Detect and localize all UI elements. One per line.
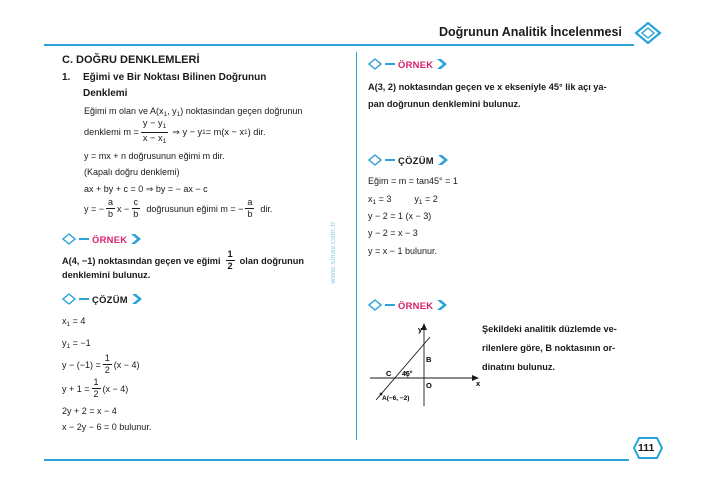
half-fraction <box>103 354 112 375</box>
sol-line-5: 2y + 2 = x − 4 <box>62 406 117 416</box>
sub-1: 1 <box>176 111 181 118</box>
diamond-icon <box>62 233 76 245</box>
eq-a: a <box>108 197 114 207</box>
sol-y1 <box>62 338 91 350</box>
sub-title-2: Denklemi <box>83 88 128 99</box>
half-num: 1 <box>226 250 235 261</box>
half-den: 2 <box>104 365 110 375</box>
q2-line-1: Şekildeki analitik düzlemde ve- <box>482 324 617 334</box>
ornek-label: ÖRNEK <box>398 299 434 311</box>
intro-text-3: ) noktasından geçen doğrunun <box>180 106 303 116</box>
header-title: Doğrunun Analitik İncelenmesi <box>439 25 622 39</box>
diamond-icon <box>368 299 382 311</box>
half-fraction <box>92 378 101 399</box>
fig-x-label: x <box>476 379 481 388</box>
eq-dir: dir. <box>260 203 273 214</box>
sol2-line-2 <box>368 194 438 206</box>
column-divider <box>356 52 357 440</box>
sub-1: 1 <box>66 321 71 328</box>
graph-line <box>376 337 430 400</box>
slope-suffix-a: ⇒ y − y <box>172 126 203 137</box>
ornek-label: ÖRNEK <box>92 233 128 245</box>
diamond-icon <box>634 22 662 44</box>
sub-title-1: Eğimi ve Bir Noktası Bilinen Doğrunun <box>83 72 267 83</box>
s2-x1-val: = 3 <box>376 194 392 204</box>
slope-prefix: denklemi m = <box>84 127 139 137</box>
cozum-tag-right <box>368 154 449 166</box>
fig-a-label: A(−6, −2) <box>382 395 410 402</box>
fig-c-label: C <box>386 369 392 378</box>
chevron-right-icon <box>436 58 448 70</box>
q2-line-3: dinatını bulunuz. <box>482 362 555 372</box>
chevron-right-icon <box>436 299 448 311</box>
coordinate-figure <box>368 320 483 412</box>
page-number: 111 <box>638 442 655 454</box>
sol2-line-3: y − 2 = 1 (x − 3) <box>368 211 432 221</box>
slope-formula <box>84 119 266 145</box>
fig-angle-label: 45° <box>402 371 413 378</box>
sub-1: 1 <box>244 128 248 136</box>
intro-text-1: Eğimi m olan ve A(x <box>84 106 164 116</box>
chevron-right-icon <box>130 233 142 245</box>
intro-text-2: , y <box>167 106 177 116</box>
example-text-1b: olan doğrunun <box>239 255 304 266</box>
q1-line-1: A(3, 2) noktasından geçen ve x ekseniyle 45° lik açı ya- <box>368 82 607 92</box>
example-text-1a: A(4, −1) noktasından geçen ve eğimi <box>62 255 221 266</box>
q2-line-2: rilenlere göre, B noktasının or- <box>482 343 616 353</box>
sol-line-6: x − 2y − 6 = 0 bulunur. <box>62 422 152 432</box>
line-ymx: y = mx + n doğrusunun eğimi m dir. <box>84 151 225 161</box>
frac-c-b <box>131 198 140 219</box>
fig-b-label: B <box>426 355 432 364</box>
sub-num: 1. <box>62 72 71 83</box>
eq-y: y = − <box>84 203 105 214</box>
intro-line <box>84 106 302 118</box>
sub-1: 1 <box>372 199 377 206</box>
slope-fraction <box>141 119 168 145</box>
slope-den: x − x <box>142 132 163 143</box>
slope-suffix-c: ) dir. <box>247 127 266 137</box>
sol-y1-val: = −1 <box>70 338 91 348</box>
example-line-2: denklemini bulunuz. <box>62 270 151 280</box>
line-kapali: (Kapalı doğru denklemi) <box>84 167 180 177</box>
diamond-icon <box>62 293 76 305</box>
header-rule <box>44 44 634 46</box>
chevron-right-icon <box>131 293 143 305</box>
slope-suffix-b: = m(x − x <box>205 127 245 137</box>
sol2-line-4: y − 2 = x − 3 <box>368 228 418 238</box>
eq-b: b <box>247 209 253 219</box>
eq-b: b <box>108 209 114 219</box>
sol-line-4 <box>62 378 128 399</box>
sub-1: 1 <box>162 123 167 130</box>
eq-x-minus: x − <box>117 203 130 214</box>
example-line-1 <box>62 250 304 271</box>
sub-1: 1 <box>162 137 167 145</box>
eq-b: b <box>133 209 139 219</box>
tag-line <box>385 159 395 160</box>
section-title: C. DOĞRU DENKLEMLERİ <box>62 54 200 66</box>
sub-1: 1 <box>66 343 71 350</box>
ornek-tag-right-2 <box>368 299 448 311</box>
ornek-label: ÖRNEK <box>398 58 434 70</box>
fig-y-label: y <box>418 325 423 334</box>
sol-x1 <box>62 316 85 328</box>
sol-x1-var: x <box>62 316 67 326</box>
sol-l3a: y − (−1) = <box>62 359 101 370</box>
eq-c: c <box>133 197 139 207</box>
eq-slope-text: doğrusunun eğimi m = − <box>146 203 244 214</box>
diamond-icon <box>368 58 382 70</box>
fig-o-label: O <box>426 381 432 390</box>
sol2-line-1: Eğim = m = tan45° = 1 <box>368 176 458 186</box>
sol-l3b: (x − 4) <box>113 359 140 370</box>
sol-y1-var: y <box>62 338 67 348</box>
slope-num: y − y <box>142 118 163 128</box>
eq-a: a <box>247 197 253 207</box>
sol-line-3 <box>62 354 140 375</box>
frac-a-b <box>106 198 115 219</box>
sol-l4b: (x − 4) <box>102 383 129 394</box>
cozum-label: ÇÖZÜM <box>92 293 128 305</box>
half-fraction <box>226 250 235 271</box>
watermark: www.sinav.com.tr <box>327 221 337 284</box>
half-num: 1 <box>93 377 99 387</box>
s2-x1: x <box>368 194 373 204</box>
general-eq <box>84 198 272 219</box>
sub-1: 1 <box>202 128 206 136</box>
sub-1: 1 <box>163 111 168 118</box>
chevron-right-icon <box>437 154 449 166</box>
tag-line <box>79 238 89 239</box>
ornek-tag-right-1 <box>368 58 448 70</box>
half-den: 2 <box>93 389 99 399</box>
sol-x1-val: = 4 <box>70 316 86 326</box>
s2-y1-val: = 2 <box>422 194 438 204</box>
diamond-icon <box>368 154 382 166</box>
frac-a-b-2 <box>245 198 254 219</box>
cozum-label: ÇÖZÜM <box>398 154 434 166</box>
sol-l4a: y + 1 = <box>62 383 90 394</box>
half-den: 2 <box>227 261 233 272</box>
cozum-tag-left <box>62 293 143 305</box>
s2-y1: y <box>414 194 419 204</box>
sub-1: 1 <box>418 199 423 206</box>
ornek-tag-left <box>62 233 142 245</box>
half-num: 1 <box>104 353 110 363</box>
q1-line-2: pan doğrunun denklemini bulunuz. <box>368 99 521 109</box>
sol2-line-5: y = x − 1 bulunur. <box>368 246 438 256</box>
tag-line <box>385 304 395 305</box>
tag-line <box>385 63 395 64</box>
tag-line <box>79 298 89 299</box>
line-general: ax + by + c = 0 ⇒ by = − ax − c <box>84 184 208 194</box>
footer-rule <box>44 459 629 461</box>
